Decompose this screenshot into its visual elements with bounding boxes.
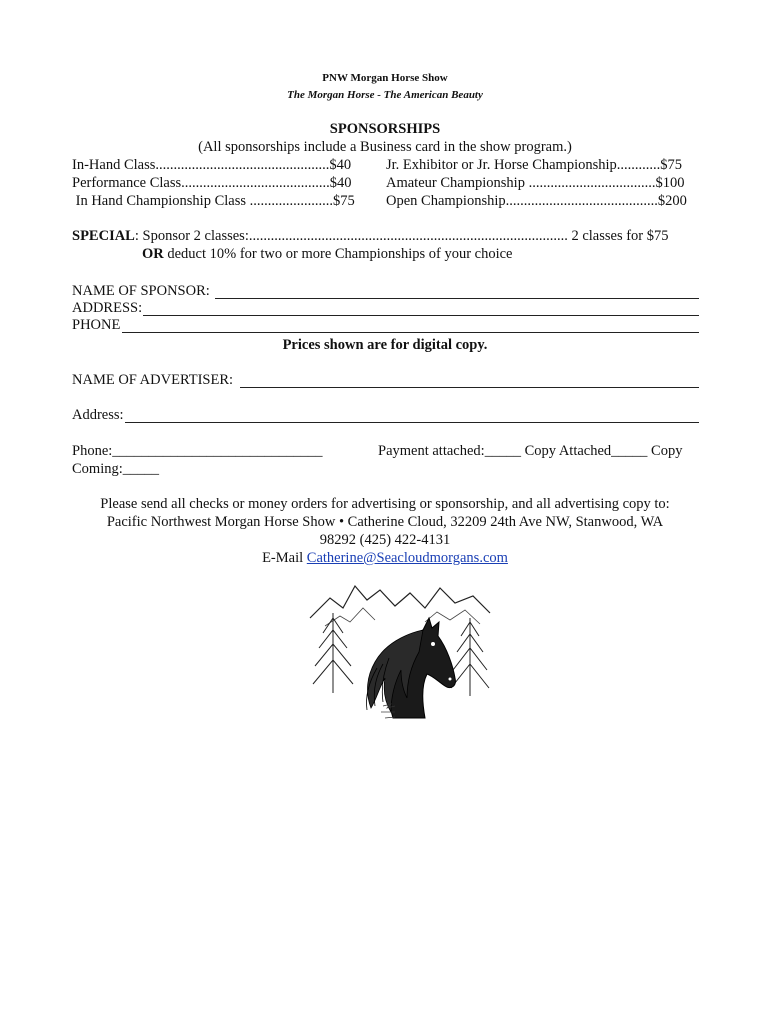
- contact-zip-phone: 98292 (425) 422-4131: [319, 532, 451, 548]
- special-offer: [72, 228, 699, 245]
- advertiser-address-label: Address:: [72, 407, 124, 423]
- horse-head-mountains-illustration: [305, 578, 495, 733]
- show-title: PNW Morgan Horse Show: [322, 72, 448, 84]
- sponsor-address-label: ADDRESS:: [72, 300, 143, 316]
- price-performance-class: Performance Class.........................................$40: [72, 175, 352, 191]
- price-amateur-championship: Amateur Championship ...................................$100: [386, 175, 685, 191]
- sponsorships-heading: SPONSORSHIPS: [329, 121, 441, 137]
- contact-instructions: Please send all checks or money orders for advertising or sponsorship, and all advertising copy to:: [100, 496, 670, 512]
- sponsor-phone-field[interactable]: [122, 332, 699, 333]
- special-or-label: OR: [142, 246, 164, 262]
- price-in-hand-championship: In Hand Championship Class .......................$75: [72, 193, 355, 209]
- advertiser-name-field[interactable]: [240, 387, 699, 388]
- special-or-offer: [142, 246, 512, 263]
- contact-address-line: Pacific Northwest Morgan Horse Show • Catherine Cloud, 32209 24th Ave NW, Stanwood, WA: [106, 514, 664, 530]
- special-or-text: deduct 10% for two or more Championships of your choice: [163, 246, 513, 262]
- contact-email-line: [0, 550, 770, 567]
- email-label: E-Mail: [262, 550, 307, 566]
- sponsorships-note: (All sponsorships include a Business card in the show program.): [198, 139, 572, 155]
- special-text: : Sponsor 2 classes:........................................................................................ 2 classes for $75: [134, 228, 669, 244]
- sponsor-name-field[interactable]: [215, 298, 699, 299]
- price-in-hand-class: In-Hand Class................................................$40: [72, 157, 352, 173]
- show-tagline: The Morgan Horse - The American Beauty: [287, 89, 483, 101]
- advertiser-phone-field[interactable]: Phone:_____________________________: [72, 443, 323, 459]
- prices-note: Prices shown are for digital copy.: [282, 337, 488, 353]
- special-label: SPECIAL: [72, 228, 135, 244]
- sponsor-address-field[interactable]: [143, 315, 699, 316]
- advertiser-address-field[interactable]: [125, 422, 699, 423]
- advertiser-name-label: NAME OF ADVERTISER:: [72, 372, 234, 388]
- copy-coming-field[interactable]: Coming:_____: [72, 461, 160, 477]
- sponsor-name-label: NAME OF SPONSOR:: [72, 283, 210, 299]
- price-open-championship: Open Championship..........................................$200: [386, 193, 687, 209]
- sponsor-phone-label: PHONE: [72, 317, 121, 333]
- email-link[interactable]: Catherine@Seacloudmorgans.com: [306, 550, 508, 566]
- payment-copy-status[interactable]: Payment attached:_____ Copy Attached_____ Copy: [378, 443, 683, 459]
- price-jr-exhibitor-championship: Jr. Exhibitor or Jr. Horse Championship............$75: [386, 157, 683, 173]
